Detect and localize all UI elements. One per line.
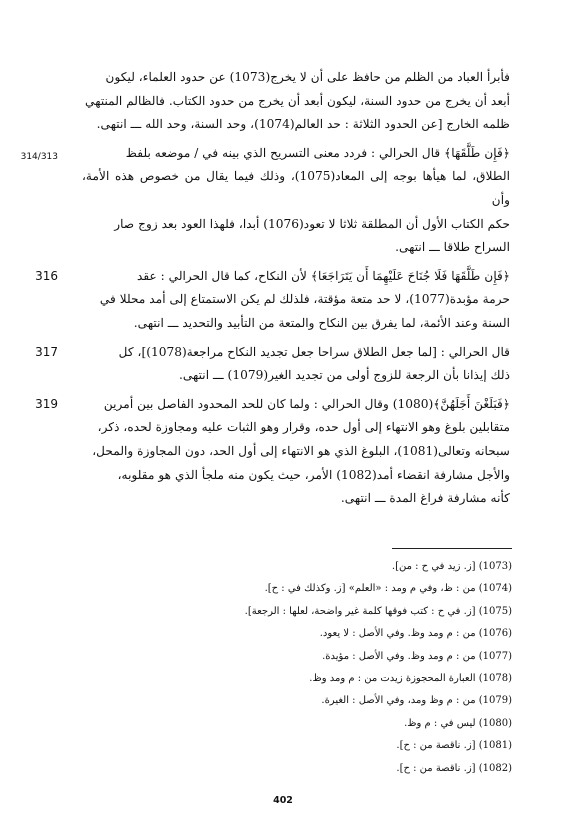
footnote: (1074) من : ظ، وفي م ومد : «العلم» [ز. وكذلك في : ح]. xyxy=(264,583,512,595)
text-line: متقابلين بلوغ وهو الانتهاء إلى أول حده، وقرار وهو الثبات عليه ومجاوزة لحده، ذكر، xyxy=(97,420,510,435)
verse-number: 314/313 xyxy=(20,151,58,162)
paragraph-verse-316 xyxy=(35,265,510,336)
footnote: (1075) [ز. في ح : كتب فوقها كلمة غير واضحة، لعلها : الرجعة]. xyxy=(244,605,512,617)
main-text xyxy=(20,66,510,511)
text-line: الطلاق، لما هيأها بوجه إلى المعاد(1075)، وذلك فيما يقال من خصوص هذه الأمة، وأن xyxy=(82,169,510,207)
footnote-separator xyxy=(392,548,512,549)
text-line: ﴿فَبَلَغْنَ أَجَلَهُنَّ﴾(1080) وقال الحرالي : ولما كان للحد المحدود الفاصل بين أمرين xyxy=(103,396,510,411)
text-line: ذلك إيذانا بأن الرجعة للزوج أولى من تجديد الغير(1079) ـــ انتهى. xyxy=(178,368,510,383)
paragraph-intro xyxy=(82,66,510,137)
verse-number: 317 xyxy=(35,344,58,359)
text-line: ﴿فَإِن طَلَّقَهَا فَلَا جُنَاحَ عَلَيْهِمَا أَن يَتَرَاجَعَا﴾ لأن النكاح، كما قال الحرالي : عقد xyxy=(136,268,510,283)
footnote: (1073) [ز. زيد في ح : من]. xyxy=(391,561,512,572)
footnote: (1078) العبارة المحجوزة زيدت من : م ومد وظ. xyxy=(309,673,512,685)
text-line: السنة وعند الأئمة، لما يفرق بين النكاح والمتعة من التأبيد والتحديد ـــ انتهى. xyxy=(133,315,510,330)
text-line: سبحانه وتعالى(1081)، البلوغ الذي هو الانتهاء إلى أول الحد، دون المجاوزة والمحل، xyxy=(92,443,510,458)
text-line: كأنه مشارفة فراغ المدة ـــ انتهى. xyxy=(340,491,510,506)
paragraph-verse-317 xyxy=(35,341,510,388)
text-line: ظلمه الخارج [عن الحدود الثلاثة : حد العالم(1074)، وحد السنة، وحد الله ـــ انتهى. xyxy=(96,117,510,132)
footnote: (1082) [ز. ناقصة من : ح]. xyxy=(396,762,512,774)
text-line: ﴿فَإِن طَلَّقَهَا﴾ قال الحرالي : فردد معنى التسريح الذي بينه في / موضعه بلفظ xyxy=(125,145,510,160)
text-line: فأبرأ العباد من الظلم من حافظ على أن لا يخرج(1073) عن حدود العلماء، ليكون xyxy=(105,70,510,84)
footnotes xyxy=(60,556,512,780)
paragraph-verse-314 xyxy=(20,142,510,260)
text-line: حرمة مؤبدة(1077)، لا حد متعة مؤقتة، فلذلك لم يكن الاستمتاع إلى أمد محللا في xyxy=(99,292,510,307)
footnote: (1076) من : م ومد وظ. وفي الأصل : لا يعود. xyxy=(319,628,512,640)
text-line: حكم الكتاب الأول أن المطلقة ثلاثا لا تعود(1076) أبدا، فلهذا العود بعد زوج صار xyxy=(114,216,510,231)
text-line: أبعد أن يخرج من حدود السنة، ليكون أبعد أن يخرج من حدود الكتاب. فالظالم المنتهي xyxy=(85,93,510,108)
text-line: قال الحرالي : [لما جعل الطلاق سراحا جعل تجديد النكاح مراجعة(1078)]، كل xyxy=(118,344,510,359)
footnote: (1079) من : م وظ ومد، وفي الأصل : الغيرة. xyxy=(321,695,512,707)
footnote: (1080) ليس في : م وظ. xyxy=(404,717,512,729)
verse-number: 319 xyxy=(35,396,58,411)
paragraph-verse-319 xyxy=(35,393,510,511)
page-number: 402 xyxy=(273,795,293,806)
footnote: (1077) من : م ومد وظ. وفي الأصل : مؤيدة. xyxy=(322,650,512,662)
footnote: (1081) [ز. ناقصة من : ح]. xyxy=(396,740,512,752)
text-line: والأجل مشارفة انقضاء أمد(1082) الأمر، حيث يكون منه ملجأ الذي هو مقلوبه، xyxy=(117,467,510,482)
text-line: السراح طلاقا ـــ انتهى. xyxy=(395,240,510,255)
verse-number: 316 xyxy=(35,268,58,283)
